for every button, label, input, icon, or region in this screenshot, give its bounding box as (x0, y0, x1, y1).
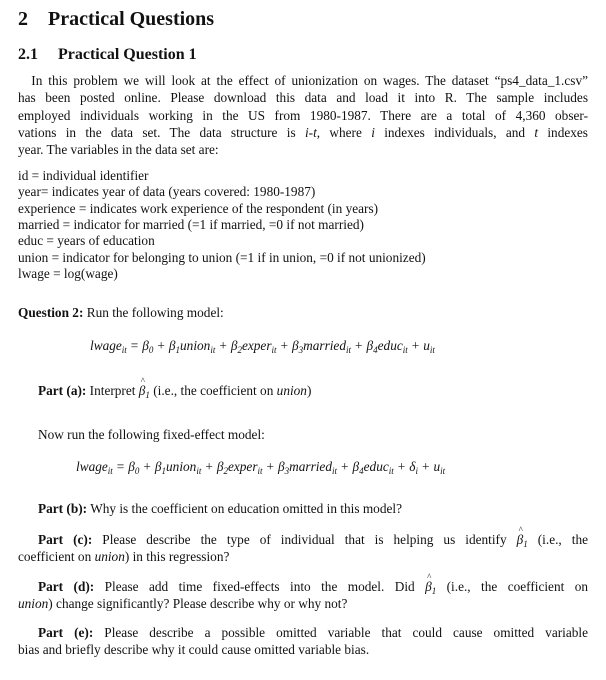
subscript: 0 (134, 466, 140, 476)
math-term: u (433, 459, 441, 474)
variable-item: lwage = log(wage) (18, 265, 118, 281)
text-run: ) in this regression? (124, 549, 230, 564)
subscript: 3 (298, 345, 304, 355)
variable-item: union = indicator for belonging to union (=1 if in union, =0 if not unionized) (18, 249, 426, 265)
text-line (18, 125, 588, 141)
subscript: 4 (373, 345, 378, 355)
math-variable: t (313, 124, 317, 140)
text-line (18, 305, 224, 321)
text-run: vations in the data set. The data structure is (18, 124, 305, 140)
operator: + (421, 459, 430, 474)
math-term: exper (241, 338, 272, 353)
operator: = (116, 459, 125, 474)
math-variable: i (304, 124, 309, 140)
operator: + (280, 338, 289, 353)
subscript: it (210, 345, 216, 355)
math-term: β (216, 459, 224, 474)
math-variable: i (371, 124, 375, 140)
text-run: (i.e., the coefficient on (436, 579, 589, 594)
math-term: married (289, 459, 332, 474)
text-run: - (308, 124, 314, 140)
math-term: β (128, 459, 135, 474)
math-term: β (168, 338, 176, 353)
beta-hat-symbol (139, 383, 150, 398)
math-term: β (292, 338, 299, 353)
text-line (18, 73, 588, 89)
math-variable: union (18, 596, 49, 611)
math-variable: t (534, 124, 539, 140)
beta-hat-symbol (517, 532, 528, 547)
text-run: (i.e., the coefficient on (149, 383, 277, 398)
section-heading: 2 Practical Questions (18, 8, 215, 30)
text-line (38, 427, 265, 443)
subscript: it (107, 466, 113, 476)
subscript: it (429, 345, 435, 355)
text-run: indexes (538, 124, 588, 140)
math-term: married (303, 338, 346, 353)
operator: + (411, 338, 420, 353)
operator: + (266, 459, 275, 474)
text-run: (i.e., the (527, 532, 588, 547)
math-term: β (352, 459, 360, 474)
text-line (38, 579, 588, 596)
beta-hat-symbol (425, 579, 436, 594)
operator: + (397, 459, 406, 474)
math-term: u (423, 338, 430, 353)
text-run: , where (316, 124, 372, 140)
subscript: 1 (145, 390, 150, 400)
text-run: Please describe a possible omitted variable that could cause omitted variable (93, 625, 588, 640)
text-run: has been posted online. Please download this data and load it into R. The sample includes (18, 90, 588, 106)
text-line (18, 108, 588, 124)
text-run: Interpret (86, 383, 139, 398)
math-variable: union (276, 383, 307, 398)
operator: + (219, 338, 227, 353)
beta-hat: ^ β (425, 579, 432, 595)
subscript: it (271, 345, 277, 355)
text-run: indexes individuals, and (374, 124, 535, 140)
operator: + (143, 459, 151, 474)
text-run: year. The variables in the data set are: (18, 142, 219, 158)
subscript: 1 (161, 466, 167, 476)
text-run: Please describe the type of individual that is helping us identify (92, 532, 517, 547)
subscript: 1 (175, 345, 181, 355)
subscript: 3 (284, 466, 290, 476)
subscript: 2 (237, 345, 242, 355)
equation-line (76, 459, 445, 476)
text-run: Why is the coefficient on education omitted in this model? (87, 501, 402, 516)
math-term: lwage (90, 338, 122, 353)
text-run: In this problem we will look at the effect of unionization on wages. The dataset “ps4_data_1.csv” (18, 73, 588, 88)
text-line (18, 549, 229, 565)
text-line (18, 642, 369, 658)
bold-label: Part (b): (38, 501, 88, 516)
text-run: Please add time fixed-effects into the model. Did (94, 579, 426, 594)
subsection-heading: 2.1 Practical Question 1 (18, 46, 197, 63)
beta-hat: ^ β (139, 383, 146, 399)
math-term: β (278, 459, 285, 474)
bold-label: Part (c): (38, 532, 93, 547)
subscript: it (346, 345, 352, 355)
math-term: δ (409, 459, 416, 474)
math-term: union (180, 338, 211, 353)
variable-item: experience = indicates work experience of the respondent (in years) (18, 200, 379, 216)
operator: + (341, 459, 349, 474)
variable-item: educ = years of education (18, 233, 155, 249)
subscript: it (402, 345, 408, 355)
subscript: it (388, 466, 394, 476)
subscript: it (332, 466, 338, 476)
math-term: educ (377, 338, 403, 353)
bold-label: Part (e): (38, 625, 94, 640)
subscript: it (121, 345, 127, 355)
text-line (18, 596, 347, 612)
text-line (38, 625, 588, 641)
subscript: it (196, 466, 202, 476)
math-term: union (166, 459, 197, 474)
operator: + (157, 338, 165, 353)
variable-item: id = individual identifier (18, 168, 149, 183)
math-term: lwage (76, 459, 108, 474)
math-term: educ (363, 459, 389, 474)
text-line (18, 90, 588, 106)
bold-label: Part (d): (38, 579, 95, 594)
operator: + (355, 338, 363, 353)
text-run: Run the following model: (83, 305, 224, 320)
text-run: ) (306, 383, 312, 398)
subscript: it (440, 466, 446, 476)
math-term: β (154, 459, 162, 474)
text-run: employed individuals working in the US from 1980-1987. There are a total of 4,360 obser- (18, 107, 588, 123)
subscript: 2 (223, 466, 228, 476)
subscript: 1 (431, 586, 437, 596)
subscript: 4 (359, 466, 364, 476)
subscript: 1 (523, 539, 528, 549)
math-term: β (366, 338, 374, 353)
text-run: coefficient on (18, 549, 95, 564)
subscript: 0 (148, 345, 154, 355)
variable-item: married = indicator for married (=1 if married, =0 if not married) (18, 216, 364, 232)
text-line (18, 142, 219, 158)
subscript: i (415, 466, 418, 476)
beta-hat: ^ β (517, 532, 524, 548)
text-run: Now run the following fixed-effect model: (38, 427, 265, 442)
variable-item: year= indicates year of data (years covered: 1980-1987) (18, 184, 316, 200)
math-variable: union (94, 549, 125, 564)
math-term: exper (227, 459, 258, 474)
subscript: it (257, 466, 263, 476)
bold-label: Part (a): (38, 383, 87, 398)
text-line (38, 501, 402, 517)
text-line (38, 383, 311, 400)
operator: = (130, 338, 139, 353)
math-term: β (142, 338, 149, 353)
operator: + (205, 459, 213, 474)
math-term: β (230, 338, 238, 353)
text-run: bias and briefly describe why it could cause omitted variable bias. (18, 642, 370, 657)
text-line (38, 532, 588, 549)
equation-line (90, 338, 435, 355)
bold-label: Question 2: (18, 305, 84, 320)
text-run: ) change significantly? Please describe why or why not? (48, 596, 348, 611)
